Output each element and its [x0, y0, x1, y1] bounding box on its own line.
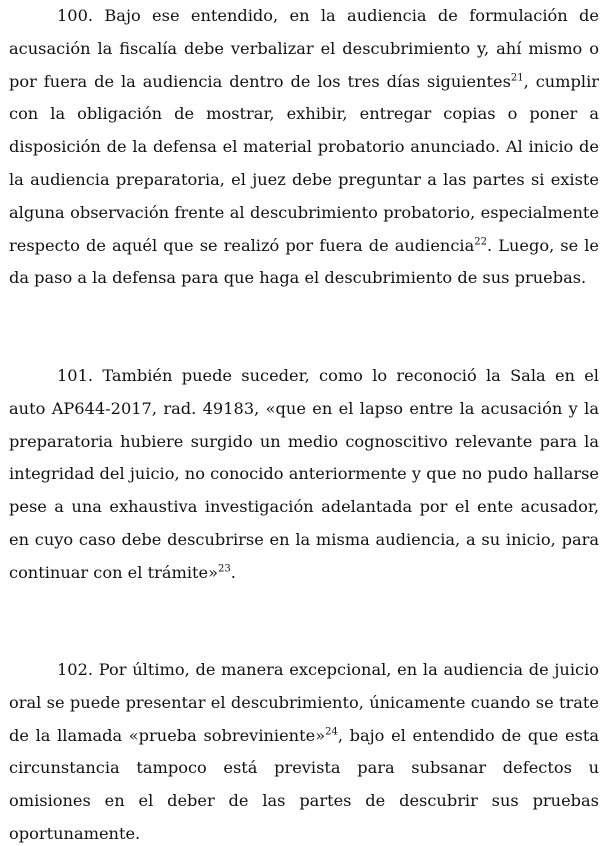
paragraph-100	[9, 0, 599, 295]
paragraph-text: .	[230, 562, 236, 582]
paragraph-101	[9, 360, 599, 590]
paragraph-text: Bajo ese entendido, en la audiencia de formulación de acusación la fiscalía debe verbalizar el descubrimiento y, ahí mismo o por fuera de la audiencia dentro de los tres días siguientes	[9, 6, 599, 91]
paragraph-102	[9, 654, 599, 846]
paragraph-number: 101.	[57, 366, 94, 385]
footnote-ref-24[interactable]: 24	[325, 726, 338, 738]
footnote-ref-21[interactable]: 21	[510, 72, 524, 84]
footnote-ref-22[interactable]: 22	[474, 236, 487, 248]
document-page	[9, 0, 599, 846]
paragraph-text: . Luego, se le da paso a la defensa para que haga el descubrimiento de sus pruebas.	[9, 235, 599, 288]
paragraph-text: , bajo el entendido de que esta circunstancia tampoco está prevista para subsanar defectos u omisiones en el deber de las partes de descubrir sus pruebas oportunamente.	[9, 725, 599, 843]
paragraph-text: , cumplir con la obligación de mostrar, exhibir, entregar copias o poner a disposición de la defensa el material probatorio anunciado. Al inicio de la audiencia preparatoria, el juez debe preguntar a las partes si existe alguna observación frente al descubrimiento probatorio, especialmente respecto de aquél que se realizó por fuera de audiencia	[9, 71, 599, 255]
paragraph-text: Por último, de manera excepcional, en la audiencia de juicio oral se puede presentar el descubrimiento, únicamente cuando se trate de la llamada «prueba sobreviniente»	[9, 660, 599, 745]
paragraph-text: También puede suceder, como lo reconoció la Sala en el auto AP644-2017, rad. 49183, «que en el lapso entre la acusación y la preparatoria hubiere surgido un medio cognoscitivo relevante para la integridad del juicio, no conocido anteriormente y que no pudo hallarse pese a una exhaustiva investigación adelantada por el ente acusador, en cuyo caso debe descubrirse en la misma audiencia, a su inicio, para continuar con el trámite»	[9, 366, 599, 582]
paragraph-number: 100.	[57, 6, 94, 25]
footnote-ref-23[interactable]: 23	[218, 563, 231, 575]
paragraph-number: 102.	[57, 660, 94, 679]
